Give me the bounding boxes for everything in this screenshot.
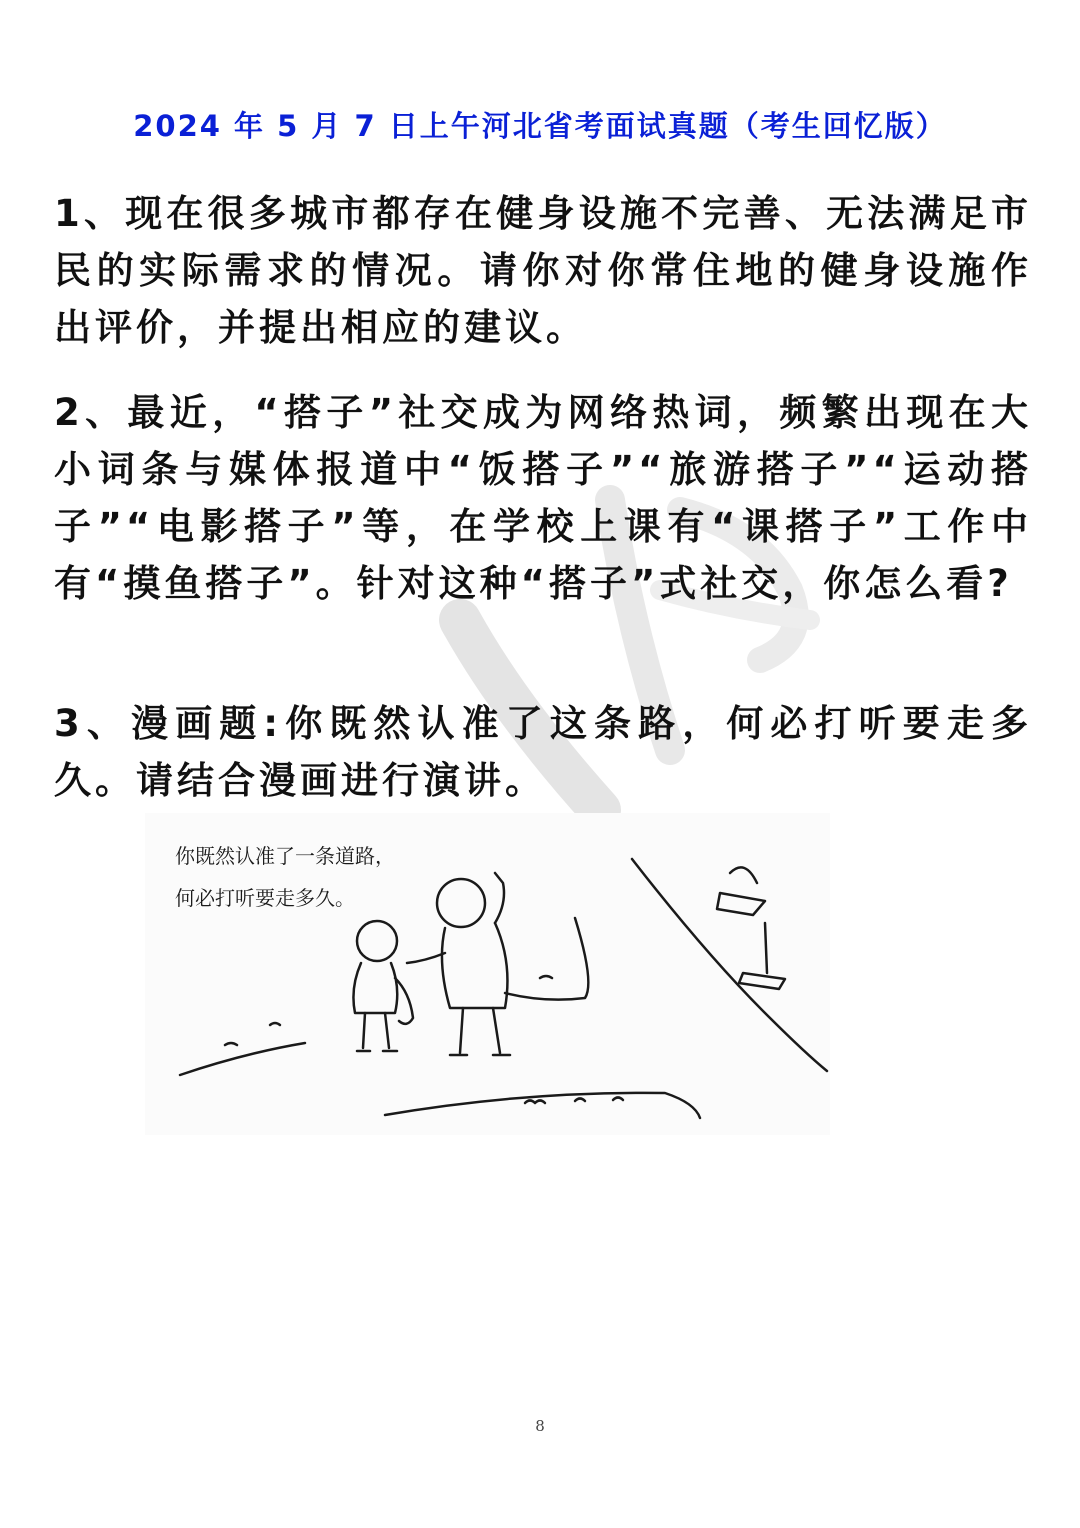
cartoon-illustration xyxy=(145,813,830,1135)
cartoon-caption-line-2: 何必打听要走多久。 xyxy=(175,886,355,910)
page-number: 8 xyxy=(535,1417,545,1435)
cartoon-caption-line-1: 你既然认准了一条道路， xyxy=(175,844,395,868)
page-title: 2024 年 5 月 7 日上午河北省考面试真题（考生回忆版） xyxy=(133,109,947,143)
question-2: 2、最近，“搭子”社交成为网络热词，频繁出现在大小词条与媒体报道中“饭搭子”“旅游搭子”“运动搭子”“电影搭子”等，在学校上课有“课搭子”工作中有“摸鱼搭子”。针对这种“搭子”式社交，你怎么看? xyxy=(54,391,1032,605)
cartoon-caption xyxy=(175,835,395,919)
question-1: 1、现在很多城市都存在健身设施不完善、无法满足市民的实际需求的情况。请你对你常住地的健身设施作出评价，并提出相应的建议。 xyxy=(54,192,1032,349)
question-3: 3、漫画题:你既然认准了这条路，何必打听要走多久。请结合漫画进行演讲。 xyxy=(54,702,1032,802)
